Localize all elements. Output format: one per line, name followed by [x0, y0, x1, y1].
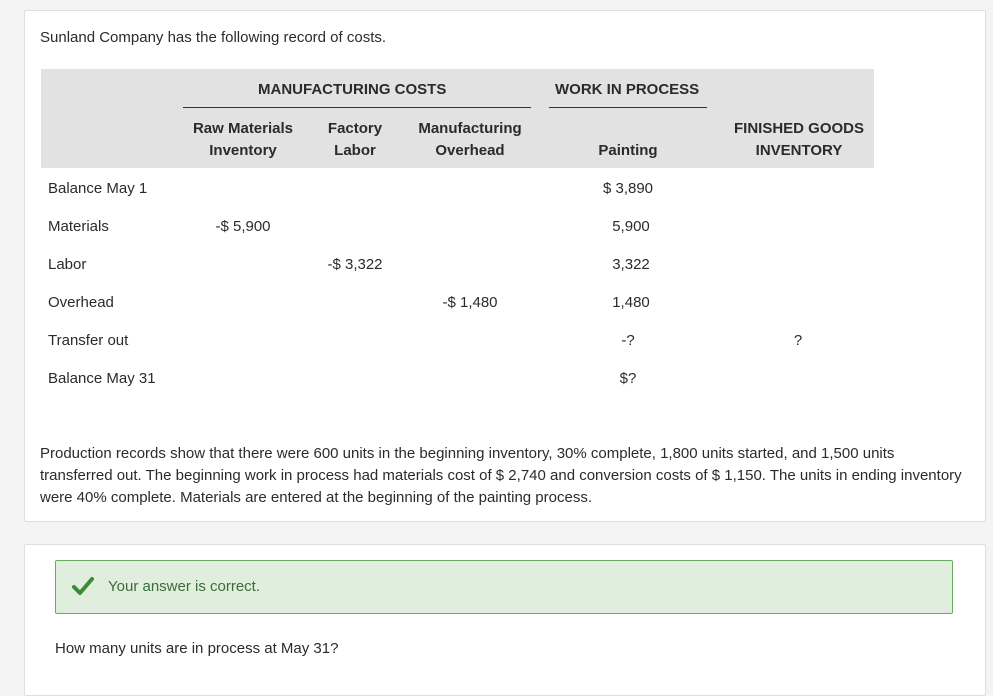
row-label-overhead: Overhead [48, 294, 114, 311]
production-records-text: Production records show that there were 600 units in the beginning inventory, 30% complete, 1,800 units started, and 1,500 units transferred out. The beginning work in process had materials cost of $ 2,740 and conversion costs of $ 1,150. The units in ending inventory were 40% complete. Materials are entered at the beginning of the painting process. [40, 445, 962, 506]
manufacturing-costs-header: MANUFACTURING COSTS [258, 81, 447, 98]
raw-materials-header-line2: Inventory [209, 142, 277, 159]
correct-answer-message: Your answer is correct. [108, 578, 261, 595]
manufacturing-overhead-column-header [410, 118, 530, 162]
painting-balance-may-1: $ 3,890 [602, 180, 654, 197]
finished-goods-transfer-out: ? [793, 332, 803, 349]
finished-goods-header-line1: FINISHED GOODS [733, 120, 864, 137]
factory-labor-column-header [315, 118, 395, 162]
work-in-process-header: WORK IN PROCESS [555, 81, 700, 98]
row-label-materials: Materials [48, 218, 109, 235]
factory-labor-header-line1: Factory [327, 120, 383, 137]
problem-card [24, 10, 986, 522]
work-in-process-underline [549, 107, 707, 108]
painting-balance-may-31: $? [619, 370, 637, 387]
painting-transfer-out: -? [621, 332, 635, 349]
row-label-balance-may-31: Balance May 31 [48, 370, 156, 387]
row-label-transfer-out: Transfer out [48, 332, 129, 349]
correct-answer-notice [55, 560, 953, 614]
manufacturing-overhead-header-line2: Overhead [435, 142, 505, 159]
painting-labor: 3,322 [612, 256, 650, 273]
factory-labor-labor: -$ 3,322 [327, 256, 383, 273]
checkmark-icon [72, 576, 94, 596]
raw-materials-column-header [183, 118, 303, 162]
factory-labor-header-line2: Labor [334, 142, 376, 159]
manufacturing-overhead-overhead: -$ 1,480 [442, 294, 498, 311]
row-label-labor: Labor [48, 256, 87, 273]
painting-column-header: Painting [598, 142, 658, 159]
raw-materials-header-line1: Raw Materials [192, 120, 294, 137]
row-label-balance-may-1: Balance May 1 [48, 180, 148, 197]
raw-materials-materials: -$ 5,900 [215, 218, 271, 235]
painting-overhead: 1,480 [612, 294, 650, 311]
manufacturing-costs-underline [183, 107, 531, 108]
answer-card [24, 544, 986, 696]
intro-text: Sunland Company has the following record of costs. [40, 29, 387, 46]
finished-goods-column-header [719, 118, 879, 162]
painting-materials: 5,900 [612, 218, 650, 235]
finished-goods-header-line2: INVENTORY [755, 142, 843, 159]
question-text: How many units are in process at May 31? [55, 640, 339, 657]
manufacturing-overhead-header-line1: Manufacturing [418, 120, 522, 137]
